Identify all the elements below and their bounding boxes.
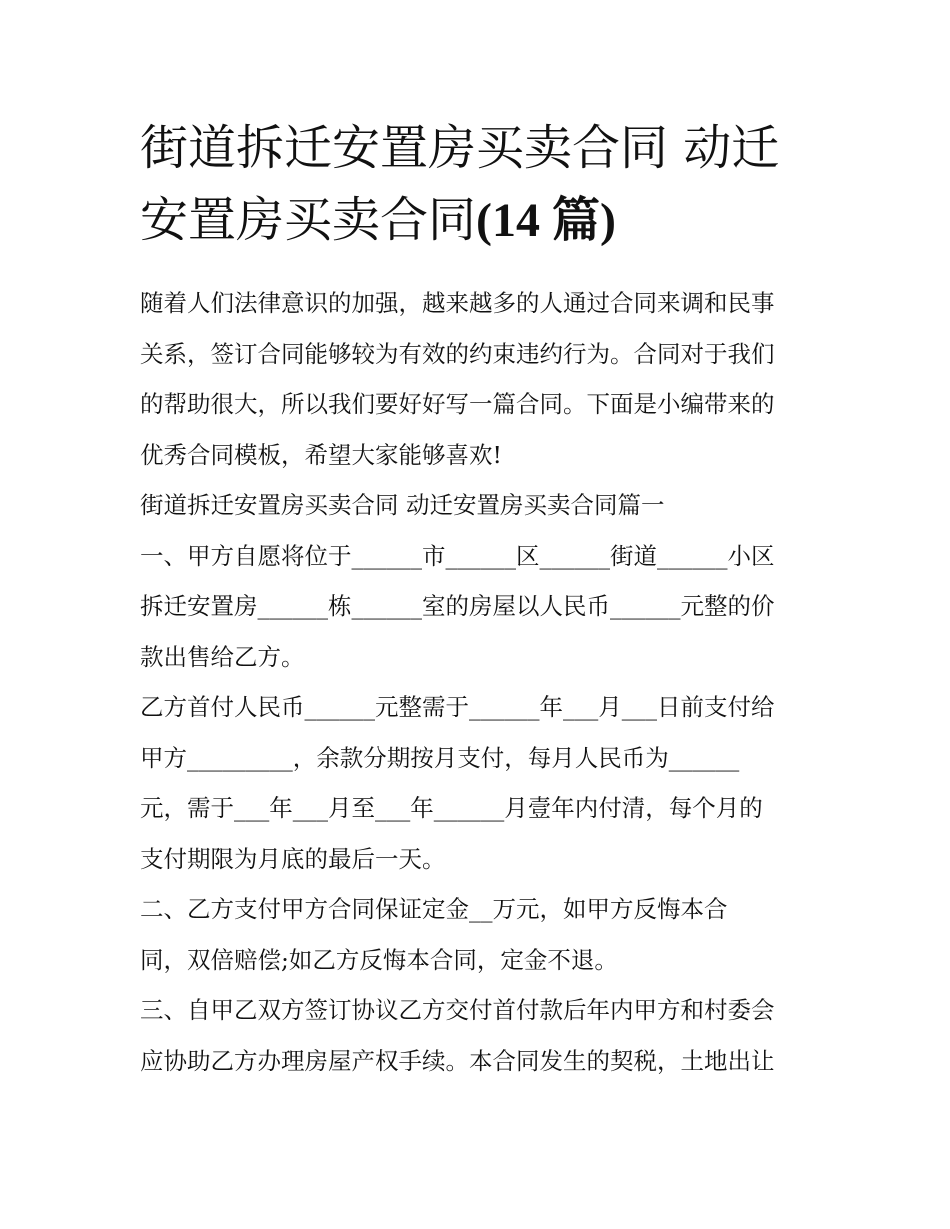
body-text: [140, 278, 820, 1086]
text-line: 元，需于___年___月至___年______月壹年内付清，每个月的: [140, 794, 763, 822]
text-line: 关系，签订合同能够较为有效的约束违约行为。合同对于我们: [140, 339, 775, 368]
section-heading: 街道拆迁安置房买卖合同 动迁安置房买卖合同篇一: [140, 491, 665, 519]
text-line: 乙方首付人民币______元整需于______年___月___日前支付给: [140, 693, 775, 721]
document-title: [140, 112, 820, 257]
text-line: 同，双倍赔偿;如乙方反悔本合同，定金不退。: [140, 945, 618, 974]
title-line-1: 街道拆迁安置房买卖合同 动迁: [140, 120, 780, 176]
text-line: 一、甲方自愿将位于______市______区______街道______小区: [140, 541, 775, 570]
document-body: [140, 278, 820, 1086]
text-line: 二、乙方支付甲方合同保证定金__万元，如甲方反悔本合: [140, 895, 728, 923]
text-line: 的帮助很大，所以我们要好好写一篇合同。下面是小编带来的: [140, 390, 775, 418]
text-line: 应协助乙方办理房屋产权手续。本合同发生的契税，土地出让: [140, 1046, 775, 1075]
text-line: 款出售给乙方。: [140, 642, 305, 671]
title-line-2-prefix: 安置房买卖合同: [140, 192, 477, 248]
text-line: 拆迁安置房______栋______室的房屋以人民币______元整的价: [140, 592, 775, 620]
text-line: 优秀合同模板，希望大家能够喜欢!: [140, 440, 502, 469]
text-line: 随着人们法律意识的加强，越来越多的人通过合同来调和民事: [140, 289, 775, 317]
text-line: 三、自甲乙双方签订协议乙方交付首付款后年内甲方和村委会: [140, 996, 775, 1024]
title-line-2-count: (14 篇): [476, 194, 616, 247]
text-line: 甲方_________，余款分期按月支付，每月人民币为______: [140, 743, 740, 772]
text-line: 支付期限为月底的最后一天。: [140, 844, 446, 873]
